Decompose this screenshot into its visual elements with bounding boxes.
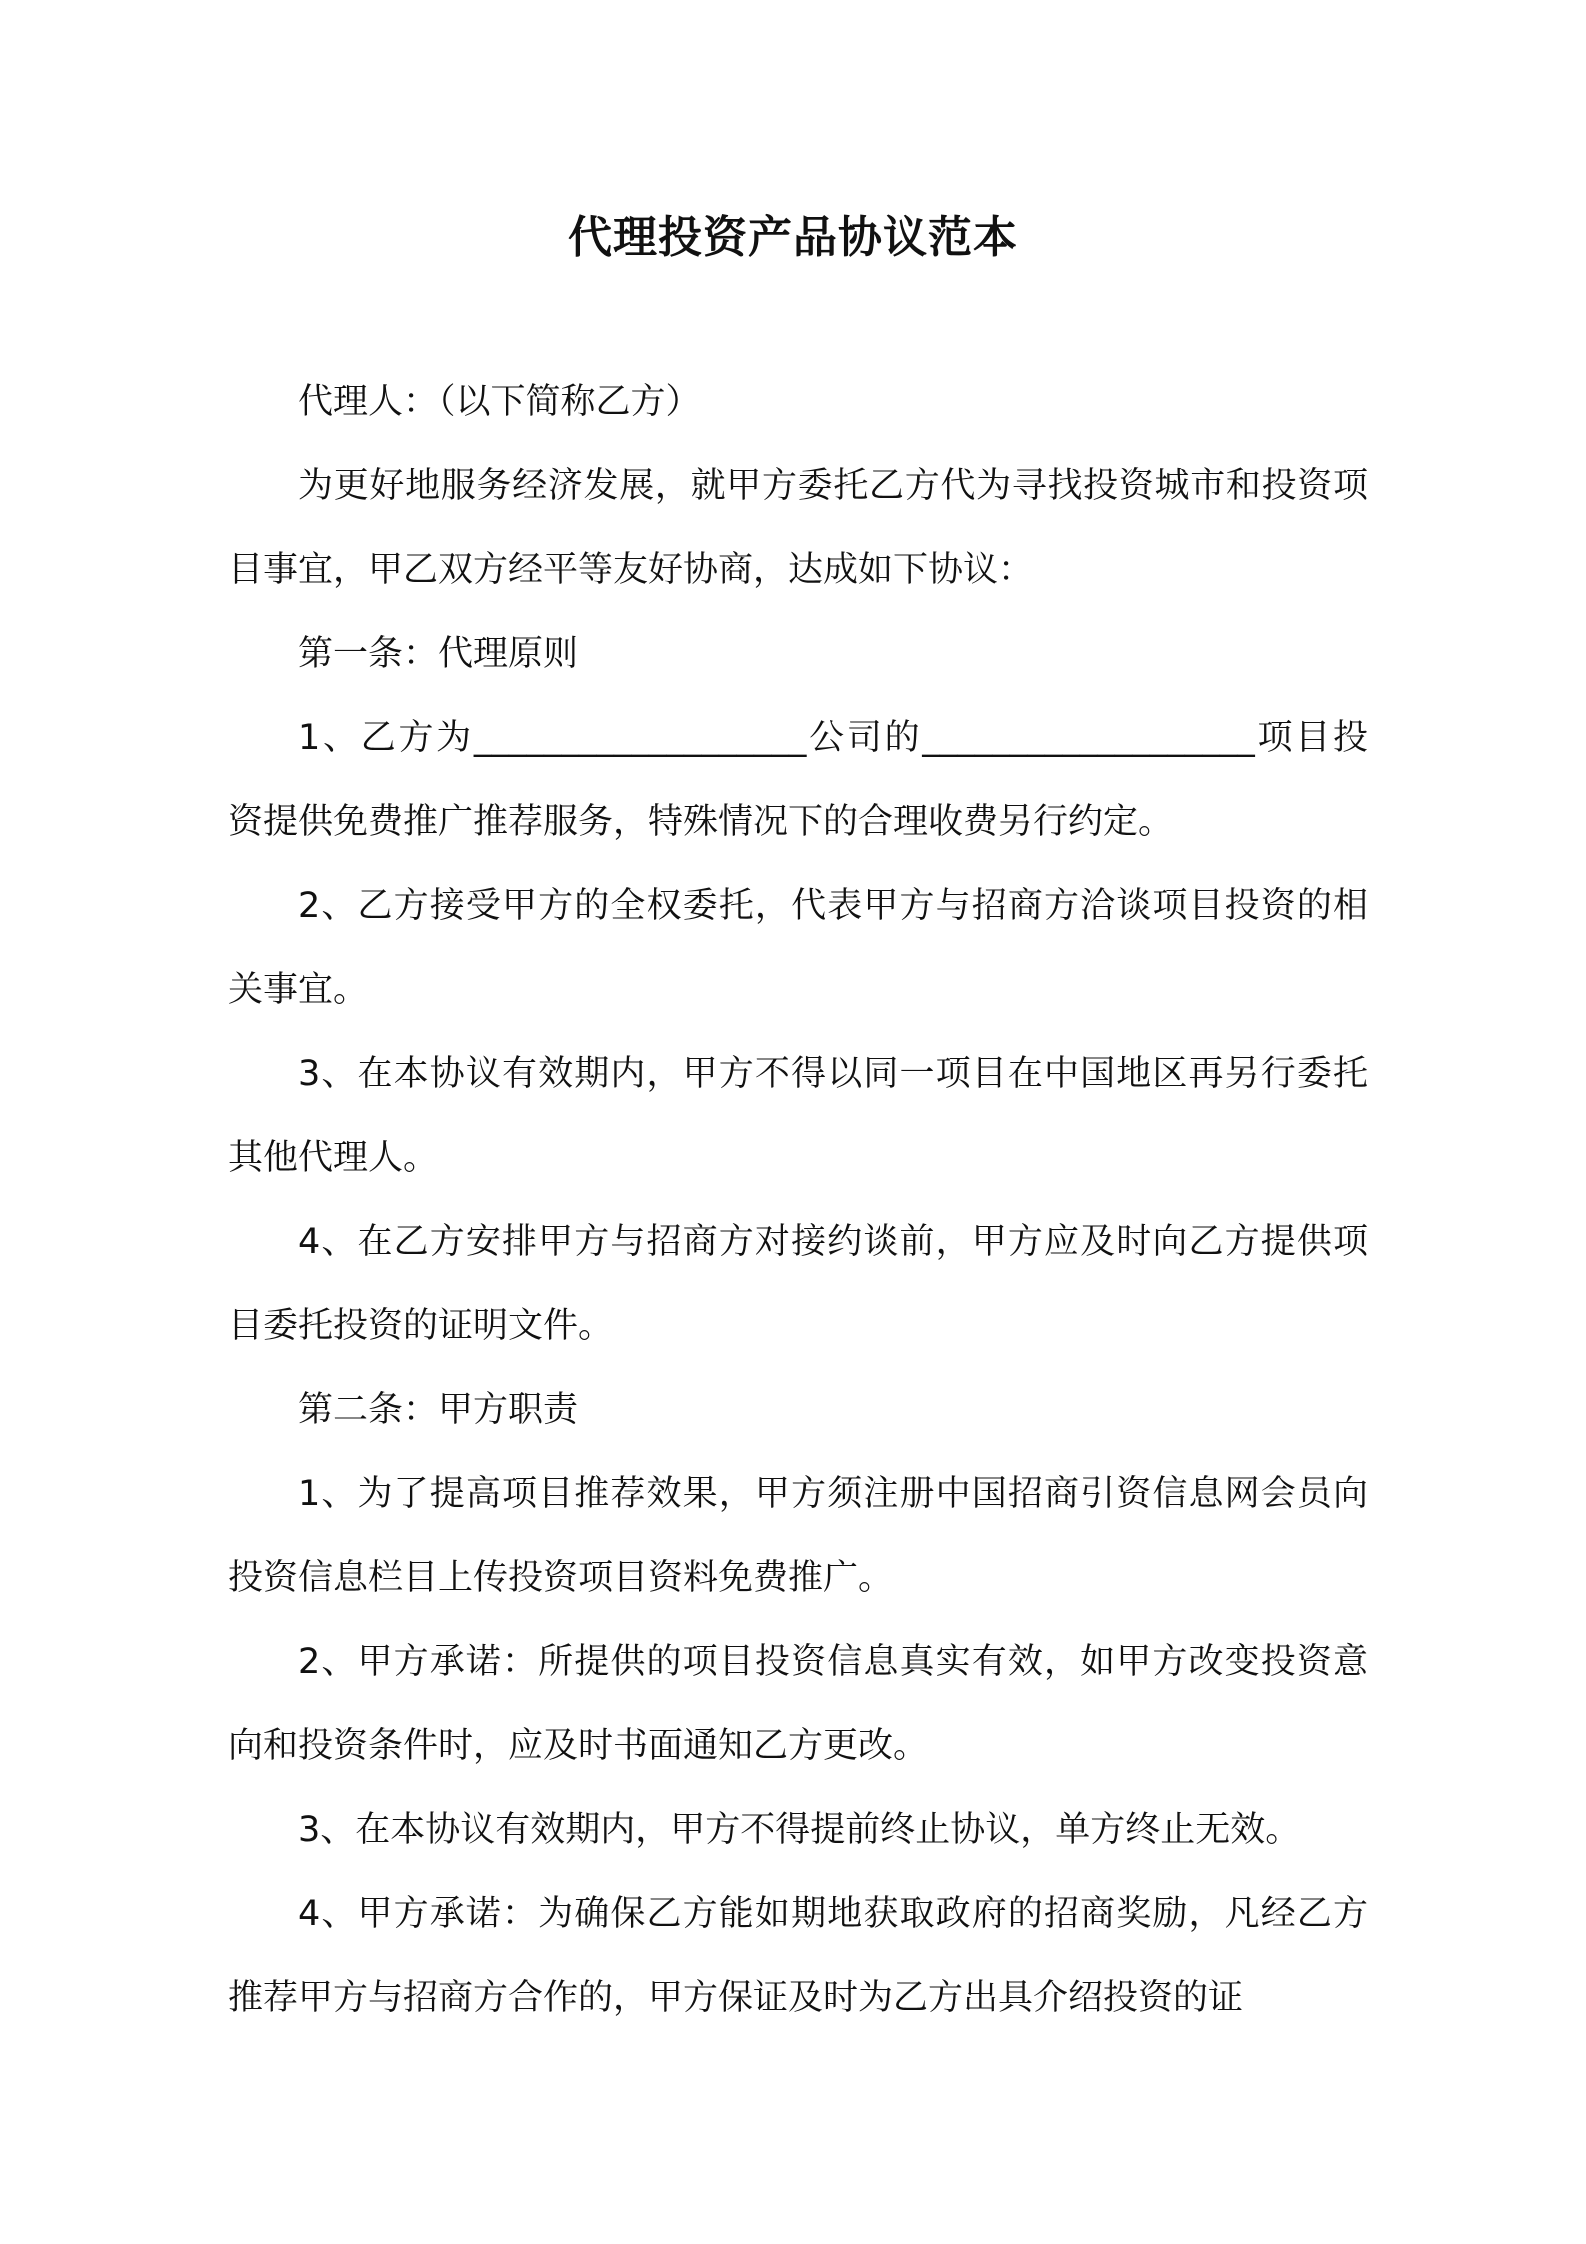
document-body (228, 360, 1368, 2040)
party-b-line: 代理人：（以下简称乙方） (298, 382, 701, 422)
preamble-paragraph: 为更好地服务经济发展，就甲方委托乙方代为寻找投资城市和投资项目事宜，甲乙双方经平等友好协商，达成如下协议： (228, 466, 1368, 590)
article-2-clause-2: 2、甲方承诺：所提供的项目投资信息真实有效，如甲方改变投资意向和投资条件时，应及时书面通知乙方更改。 (228, 1642, 1368, 1766)
article-2-heading: 第二条：甲方职责 (298, 1390, 579, 1430)
article-1-heading: 第一条：代理原则 (298, 634, 579, 674)
article-1-clause-2: 2、乙方接受甲方的全权委托，代表甲方与招商方洽谈项目投资的相关事宜。 (228, 886, 1368, 1010)
article-2-clause-1: 1、为了提高项目推荐效果，甲方须注册中国招商引资信息网会员向投资信息栏目上传投资项目资料免费推广。 (228, 1474, 1368, 1598)
article-1-clause-3: 3、在本协议有效期内，甲方不得以同一项目在中国地区再另行委托其他代理人。 (228, 1054, 1368, 1178)
article-2-clause-3: 3、在本协议有效期内，甲方不得提前终止协议，单方终止无效。 (298, 1810, 1301, 1850)
article-2-clause-4: 4、甲方承诺：为确保乙方能如期地获取政府的招商奖励，凡经乙方推荐甲方与招商方合作的，甲方保证及时为乙方出具介绍投资的证 (228, 1894, 1368, 2018)
document-title: 代理投资产品协议范本 (568, 212, 1018, 263)
article-1-clause-1: 1、乙方为___________________公司的___________________项目投资提供免费推广推荐服务，特殊情况下的合理收费另行约定。 (228, 718, 1368, 842)
article-1-clause-4: 4、在乙方安排甲方与招商方对接约谈前，甲方应及时向乙方提供项目委托投资的证明文件。 (228, 1222, 1368, 1346)
